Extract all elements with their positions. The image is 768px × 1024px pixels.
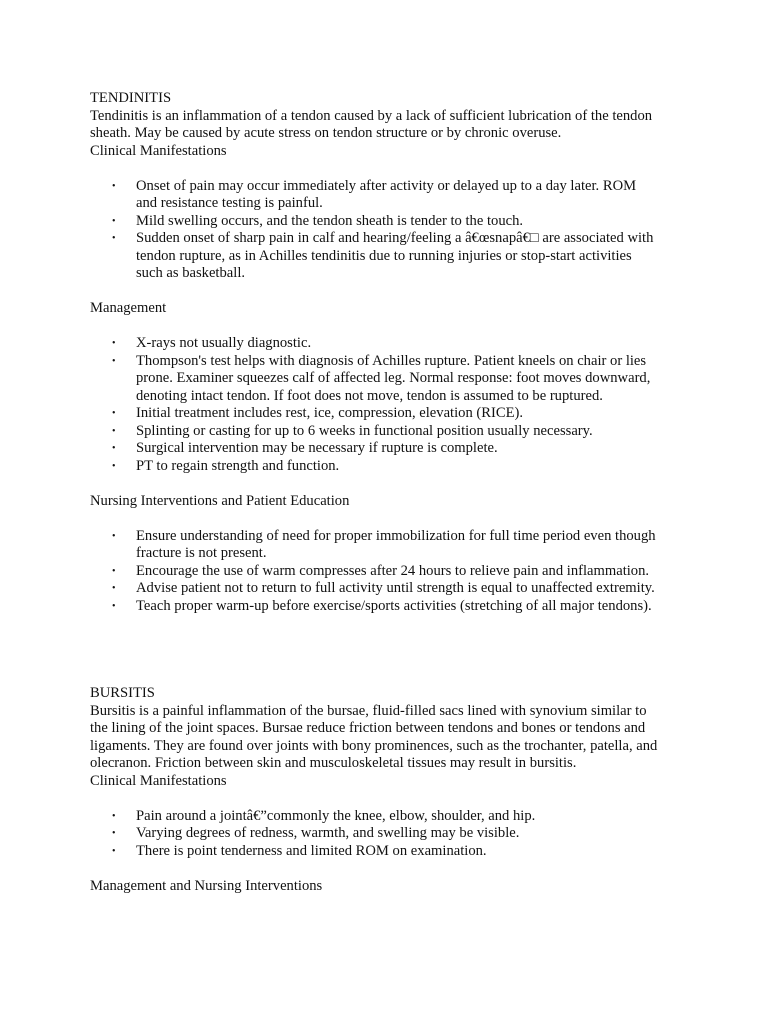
bursitis-intro-line-2: the lining of the joint spaces. Bursae reduce friction between tendons and bones or tendons and bbox=[90, 720, 646, 736]
tendinitis-intro-line-1: Tendinitis is an inflammation of a tendon caused by a lack of sufficient lubrication of the tendon bbox=[90, 107, 653, 124]
list-item bbox=[90, 335, 690, 353]
list-item-line: Sudden onset of sharp pain in calf and hearing/feeling a â€œsnapâ€□ are associated with bbox=[136, 230, 654, 246]
bullet-icon: • bbox=[112, 530, 116, 542]
list-item-line: Splinting or casting for up to 6 weeks in functional position usually necessary. bbox=[136, 422, 593, 439]
section-title-bursitis: BURSITIS bbox=[90, 685, 155, 701]
tendinitis-clinical-heading: Clinical Manifestations bbox=[90, 142, 227, 159]
list-item-line: PT to regain strength and function. bbox=[136, 457, 340, 474]
list-item-line: Pain around a jointâ€”commonly the knee, elbow, shoulder, and hip. bbox=[136, 807, 536, 824]
tendinitis-management-heading: Management bbox=[90, 300, 167, 316]
list-item bbox=[90, 213, 690, 231]
list-item-line: Surgical intervention may be necessary if rupture is complete. bbox=[136, 440, 498, 456]
list-item-line: fracture is not present. bbox=[136, 545, 267, 561]
list-item bbox=[90, 178, 690, 213]
list-item-line: Onset of pain may occur immediately after activity or delayed up to a day later. ROM bbox=[136, 177, 637, 194]
list-item-line: denoting intact tendon. If foot does not move, tendon is assumed to be ruptured. bbox=[136, 387, 603, 404]
bursitis-intro-line-3: ligaments. They are found over joints with bony prominences, such as the trochanter, patella, and bbox=[90, 737, 658, 754]
document-page bbox=[90, 90, 690, 895]
list-item-line: Encourage the use of warm compresses after 24 hours to relieve pain and inflammation. bbox=[136, 562, 650, 579]
bullet-icon: • bbox=[112, 180, 116, 192]
list-item bbox=[90, 825, 690, 843]
tendinitis-clinical-list bbox=[90, 178, 690, 283]
list-item-line: Initial treatment includes rest, ice, compression, elevation (RICE). bbox=[136, 405, 524, 421]
list-item bbox=[90, 843, 690, 861]
list-item bbox=[90, 423, 690, 441]
bullet-icon: • bbox=[112, 828, 116, 839]
list-item-line: Mild swelling occurs, and the tendon sheath is tender to the touch. bbox=[136, 212, 524, 229]
list-item-line: Advise patient not to return to full activity until strength is equal to unaffected extremity. bbox=[136, 580, 655, 596]
bursitis-clinical-heading: Clinical Manifestations bbox=[90, 772, 227, 789]
bullet-icon: • bbox=[112, 583, 116, 594]
bullet-icon: • bbox=[112, 425, 116, 437]
tendinitis-intro-line-2: sheath. May be caused by acute stress on tendon structure or by chronic overuse. bbox=[90, 125, 562, 141]
list-item bbox=[90, 598, 690, 616]
list-item bbox=[90, 353, 690, 406]
bullet-icon: • bbox=[112, 233, 116, 244]
bullet-icon: • bbox=[112, 460, 116, 472]
list-item-line: X-rays not usually diagnostic. bbox=[136, 335, 312, 351]
bullet-icon: • bbox=[112, 215, 116, 227]
bullet-icon: • bbox=[112, 845, 116, 857]
bullet-icon: • bbox=[112, 355, 116, 367]
list-item-line: Thompson's test helps with diagnosis of Achilles rupture. Patient kneels on chair or lies bbox=[136, 352, 647, 369]
section-title-tendinitis: TENDINITIS bbox=[90, 90, 172, 106]
bullet-icon: • bbox=[112, 565, 116, 577]
list-item bbox=[90, 405, 690, 423]
tendinitis-nursing-heading: Nursing Interventions and Patient Education bbox=[90, 492, 350, 509]
list-item-line: Teach proper warm-up before exercise/sports activities (stretching of all major tendons). bbox=[136, 597, 652, 614]
list-item bbox=[90, 563, 690, 581]
list-item-line: tendon rupture, as in Achilles tendinitis due to running injuries or stop-start activities bbox=[136, 247, 632, 264]
list-item-line: Varying degrees of redness, warmth, and swelling may be visible. bbox=[136, 825, 520, 841]
bullet-icon: • bbox=[112, 600, 116, 612]
list-item-line: Ensure understanding of need for proper immobilization for full time period even though bbox=[136, 527, 656, 544]
bursitis-clinical-list bbox=[90, 808, 690, 861]
list-item-line: There is point tenderness and limited ROM on examination. bbox=[136, 842, 487, 859]
bursitis-intro-line-1: Bursitis is a painful inflammation of the bursae, fluid-filled sacs lined with synovium similar to bbox=[90, 702, 647, 719]
bullet-icon: • bbox=[112, 408, 116, 419]
list-item-line: and resistance testing is painful. bbox=[136, 195, 323, 211]
list-item-line: such as basketball. bbox=[136, 265, 246, 281]
bullet-icon: • bbox=[112, 443, 116, 454]
tendinitis-nursing-list bbox=[90, 528, 690, 616]
list-item bbox=[90, 808, 690, 826]
bullet-icon: • bbox=[112, 338, 116, 349]
bursitis-management-heading: Management and Nursing Interventions bbox=[90, 877, 323, 894]
list-item bbox=[90, 440, 690, 458]
bullet-icon: • bbox=[112, 810, 116, 822]
list-item-line: prone. Examiner squeezes calf of affected leg. Normal response: foot moves downward, bbox=[136, 370, 651, 386]
tendinitis-management-list bbox=[90, 335, 690, 475]
bursitis-intro-line-4: olecranon. Friction between skin and musculoskeletal tissues may result in bursitis. bbox=[90, 755, 577, 771]
list-item bbox=[90, 580, 690, 598]
list-item bbox=[90, 458, 690, 476]
list-item bbox=[90, 230, 690, 283]
list-item bbox=[90, 528, 690, 563]
